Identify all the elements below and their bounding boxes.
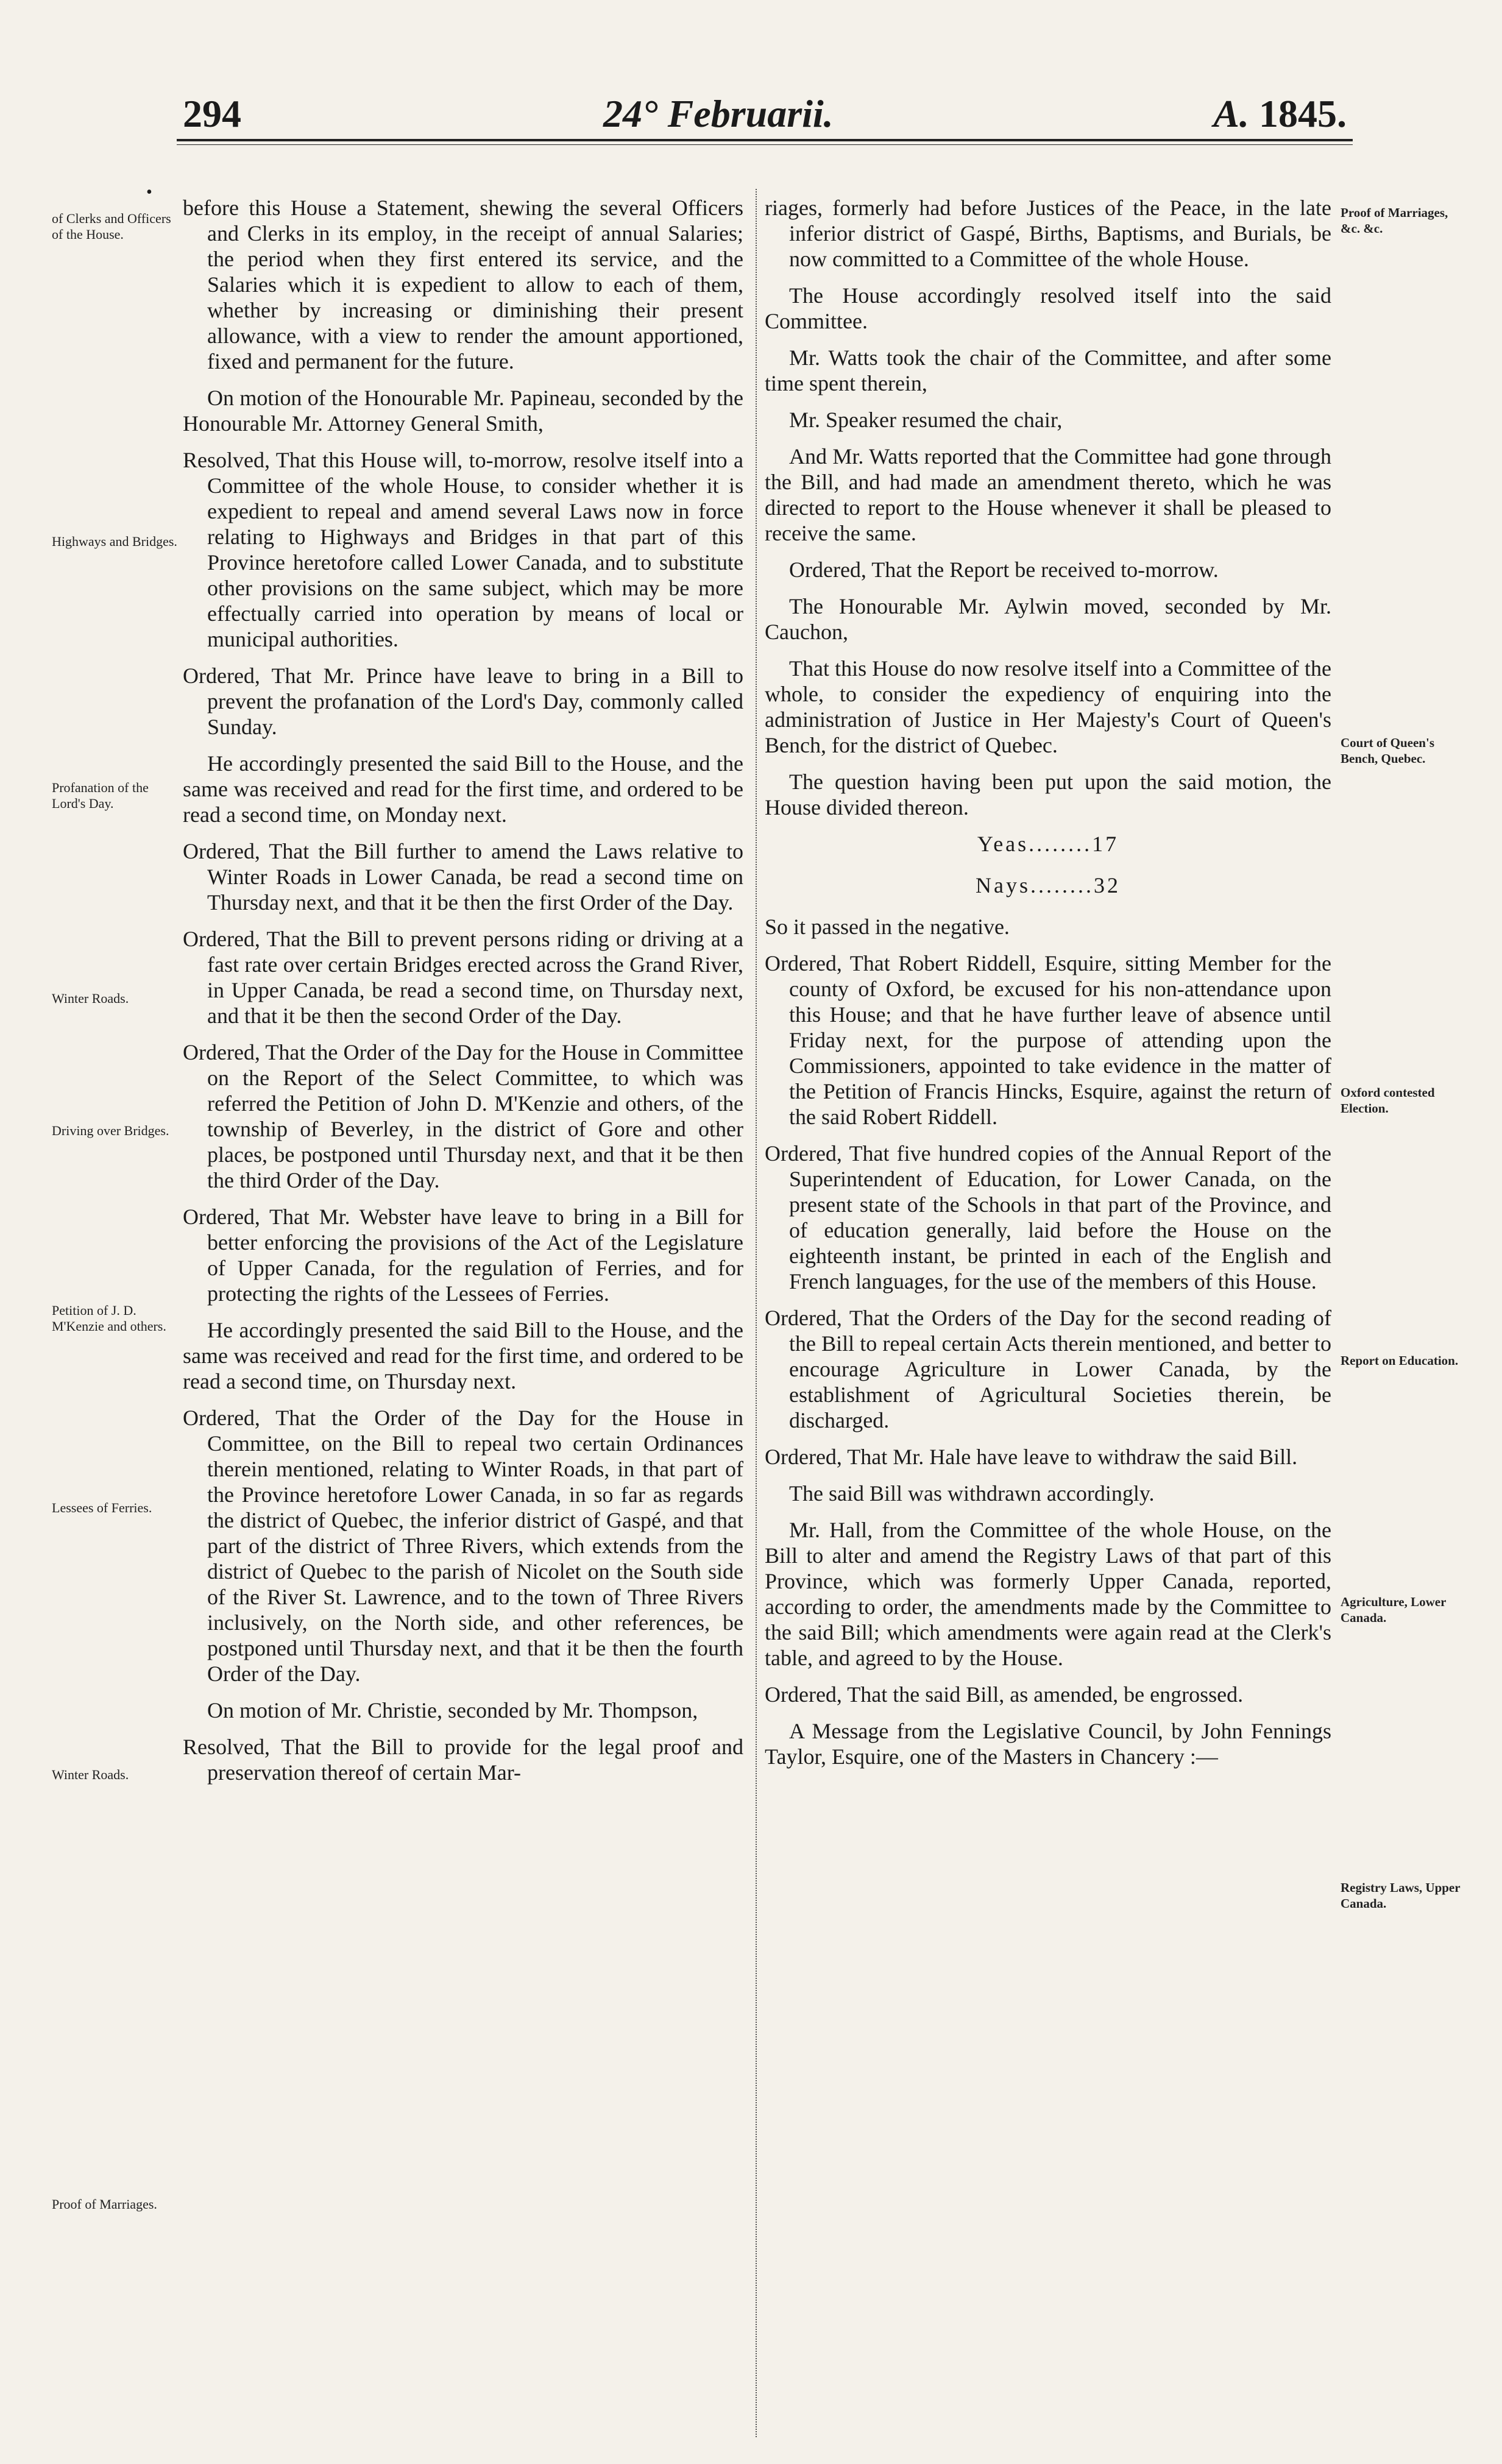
paragraph: Ordered, That Mr. Webster have leave to bring in a Bill for better enforcing the provisions of the Act of the Legislature of Upper Canada, for the regulation of Ferries, and for protecting the rights of the Lessees of Ferries. <box>183 1205 743 1306</box>
header-rule-thin <box>177 144 1353 145</box>
margin-note-report-education: Report on Education. <box>1341 1353 1459 1368</box>
page-header <box>177 91 1347 158</box>
paragraph: On motion of Mr. Christie, seconded by Mr. Thompson, <box>207 1698 698 1722</box>
paragraph: And Mr. Watts reported that the Committee had gone through the Bill, and had made an amendment thereto, which he was directed to report to the House whenever it shall be pleased to receive the same. <box>765 444 1331 545</box>
paragraph: On motion of the Honourable Mr. Papineau, seconded by the Honourable Mr. Attorney General Smith, <box>183 386 743 436</box>
margin-note-winter-roads-2: Winter Roads. <box>52 1767 129 1782</box>
paragraph: Ordered, That the Order of the Day for the House in Committee, on the Bill to repeal two certain Ordinances therein mentioned, relating to Winter Roads, in that part of the Province heretofore Lower Canada, in so far as regards the district of Quebec, the inferior district of Gaspé, and that part of the district of Three Rivers, which extends from the district of Quebec to the parish of Nicolet on the South side of the River St. Lawrence, and to the town of Three Rivers inclusively, on the North side, and other references, be postponed until Thursday next, and that it be then the fourth Order of the Day. <box>183 1406 743 1686</box>
margin-note-highways: Highways and Bridges. <box>52 534 177 549</box>
paragraph: Ordered, That Robert Riddell, Esquire, sitting Member for the county of Oxford, be excused for his non-attendance upon this House; and that he have further leave of absence until Friday next, for the purpose of attending upon the Commissioners, appointed to take evidence in the matter of the Petition of Francis Hincks, Esquire, against the return of the said Robert Riddell. <box>765 951 1331 1129</box>
paragraph: Ordered, That the Bill further to amend the Laws relative to Winter Roads in Lower Canada, be read a second time on Thursday next, and that it be then the first Order of the Day. <box>183 839 743 915</box>
bullet-mark: • <box>146 183 152 202</box>
vote-nays: Nays........32 <box>976 873 1121 897</box>
paragraph: Ordered, That the Order of the Day for the House in Committee on the Report of the Select Committee, to which was referred the Petition of John D. M'Kenzie and others, of the township of Beverley, in the district of Gore and other places, be postponed until Thursday next, and that it be then the third Order of the Day. <box>183 1040 743 1192</box>
margin-note-winter-roads: Winter Roads. <box>52 991 129 1006</box>
paragraph: Ordered, That the said Bill, as amended, be engrossed. <box>765 1682 1244 1707</box>
margin-note-agriculture: Agriculture, Lower Canada. <box>1341 1595 1447 1625</box>
paragraph: Ordered, That the Report be received to-morrow. <box>789 558 1219 582</box>
paragraph: The Honourable Mr. Aylwin moved, seconded by Mr. Cauchon, <box>765 594 1331 644</box>
paragraph: Ordered, That the Bill to prevent persons riding or driving at a fast rate over certain Bridges erected across the Grand River, in Upper Canada, be read a second time, on Thursday next, and that it be then the second Order of the Day. <box>183 927 743 1028</box>
paragraph: Resolved, That the Bill to provide for the legal proof and preservation thereof of certain Mar- <box>183 1735 743 1785</box>
paragraph: Ordered, That Mr. Prince have leave to bring in a Bill to prevent the profanation of the Lord's Day, commonly called Sunday. <box>183 664 743 739</box>
margin-note-clerks: of Clerks and Officers of the House. <box>52 211 171 242</box>
paragraph: Mr. Hall, from the Committee of the whole House, on the Bill to alter and amend the Registry Laws of that part of this Province, which was formerly Upper Canada, reported, according to order, the amendments made by the Committee to the said Bill; which amendments were again read at the Clerk's table, and agreed to by the House. <box>765 1518 1331 1670</box>
paragraph: Ordered, That five hundred copies of the Annual Report of the Superintendent of Education, for Lower Canada, on the present state of the Schools in that part of the Province, and of education generally, laid before the House on the eighteenth instant, be printed in each of the English and French languages, for the use of the members of this House. <box>765 1141 1331 1294</box>
paragraph: So it passed in the negative. <box>765 915 1010 939</box>
column-divider <box>756 189 757 2437</box>
paragraph: Ordered, That the Orders of the Day for the second reading of the Bill to repeal certain Acts therein mentioned, and better to encourage Agriculture in Lower Canada, by the establishment of Agricultural Societies therein, be discharged. <box>765 1306 1331 1432</box>
paragraph: He accordingly presented the said Bill to the House, and the same was received and read for the first time, and ordered to be read a second time, on Thursday next. <box>183 1318 743 1393</box>
header-rule <box>177 139 1353 141</box>
paragraph: Resolved, That this House will, to-morrow, resolve itself into a Committee of the whole House, to consider whether it is expedient to repeal and amend several Laws now in force relating to Highways and Bridges in that part of this Province heretofore called Lower Canada, and to substitute other provisions on the same subject, which may be more effectually carried into operation by means of local or municipal authorities. <box>183 448 743 651</box>
margin-note-petition: Petition of J. D. M'Kenzie and others. <box>52 1303 166 1334</box>
margin-note-profanation: Profanation of the Lord's Day. <box>52 780 149 811</box>
margin-note-registry-laws: Registry Laws, Upper Canada. <box>1341 1880 1461 1911</box>
page-number: 294 <box>183 92 241 135</box>
page-title: 24° Februarii. <box>603 92 834 135</box>
paragraph: The said Bill was withdrawn accordingly. <box>789 1481 1155 1506</box>
paragraph: The House accordingly resolved itself into the said Committee. <box>765 283 1331 333</box>
left-column <box>183 195 743 1796</box>
paragraph: That this House do now resolve itself into a Committee of the whole, to consider the expediency of enquiring into the administration of Justice in Her Majesty's Court of Queen's Bench, for the district of Quebec. <box>765 656 1331 757</box>
margin-note-proof-marriages: Proof of Marriages. <box>52 2197 157 2212</box>
paragraph: The question having been put upon the said motion, the House divided thereon. <box>765 770 1331 820</box>
page-year <box>1213 91 1347 136</box>
paragraph: before this House a Statement, shewing the several Officers and Clerks in its employ, in the receipt of annual Salaries; the period when they first entered its service, and the Salaries which it is expedient to allow to each of them, whether by increasing or diminishing their present allowance, with a view to render the amount apportioned, fixed and permanent for the future. <box>183 196 743 373</box>
margin-note-oxford-election: Oxford contested Election. <box>1341 1085 1435 1116</box>
paragraph: Mr. Speaker resumed the chair, <box>789 408 1063 432</box>
margin-note-ferries: Lessees of Ferries. <box>52 1500 152 1515</box>
paragraph: A Message from the Legislative Council, by John Fennings Taylor, Esquire, one of the Masters in Chancery :— <box>765 1719 1331 1769</box>
paragraph: Mr. Watts took the chair of the Committee, and after some time spent therein, <box>765 345 1331 395</box>
right-column <box>765 195 1331 1780</box>
paragraph: Ordered, That Mr. Hale have leave to withdraw the said Bill. <box>765 1445 1298 1469</box>
paragraph: riages, formerly had before Justices of the Peace, in the late inferior district of Gaspé, Births, Baptisms, and Burials, be now committed to a Committee of the whole House. <box>765 196 1331 271</box>
margin-note-driving-bridges: Driving over Bridges. <box>52 1123 169 1138</box>
margin-note-proof-marriages-right: Proof of Marriages, &c. &c. <box>1341 205 1448 236</box>
vote-yeas: Yeas........17 <box>977 832 1119 856</box>
year-value: 1845. <box>1259 92 1347 135</box>
year-prefix: A. <box>1213 92 1249 135</box>
paragraph: He accordingly presented the said Bill to the House, and the same was received and read for the first time, and ordered to be read a second time, on Monday next. <box>183 751 743 827</box>
margin-note-court-queens-bench: Court of Queen's Bench, Quebec. <box>1341 735 1434 766</box>
